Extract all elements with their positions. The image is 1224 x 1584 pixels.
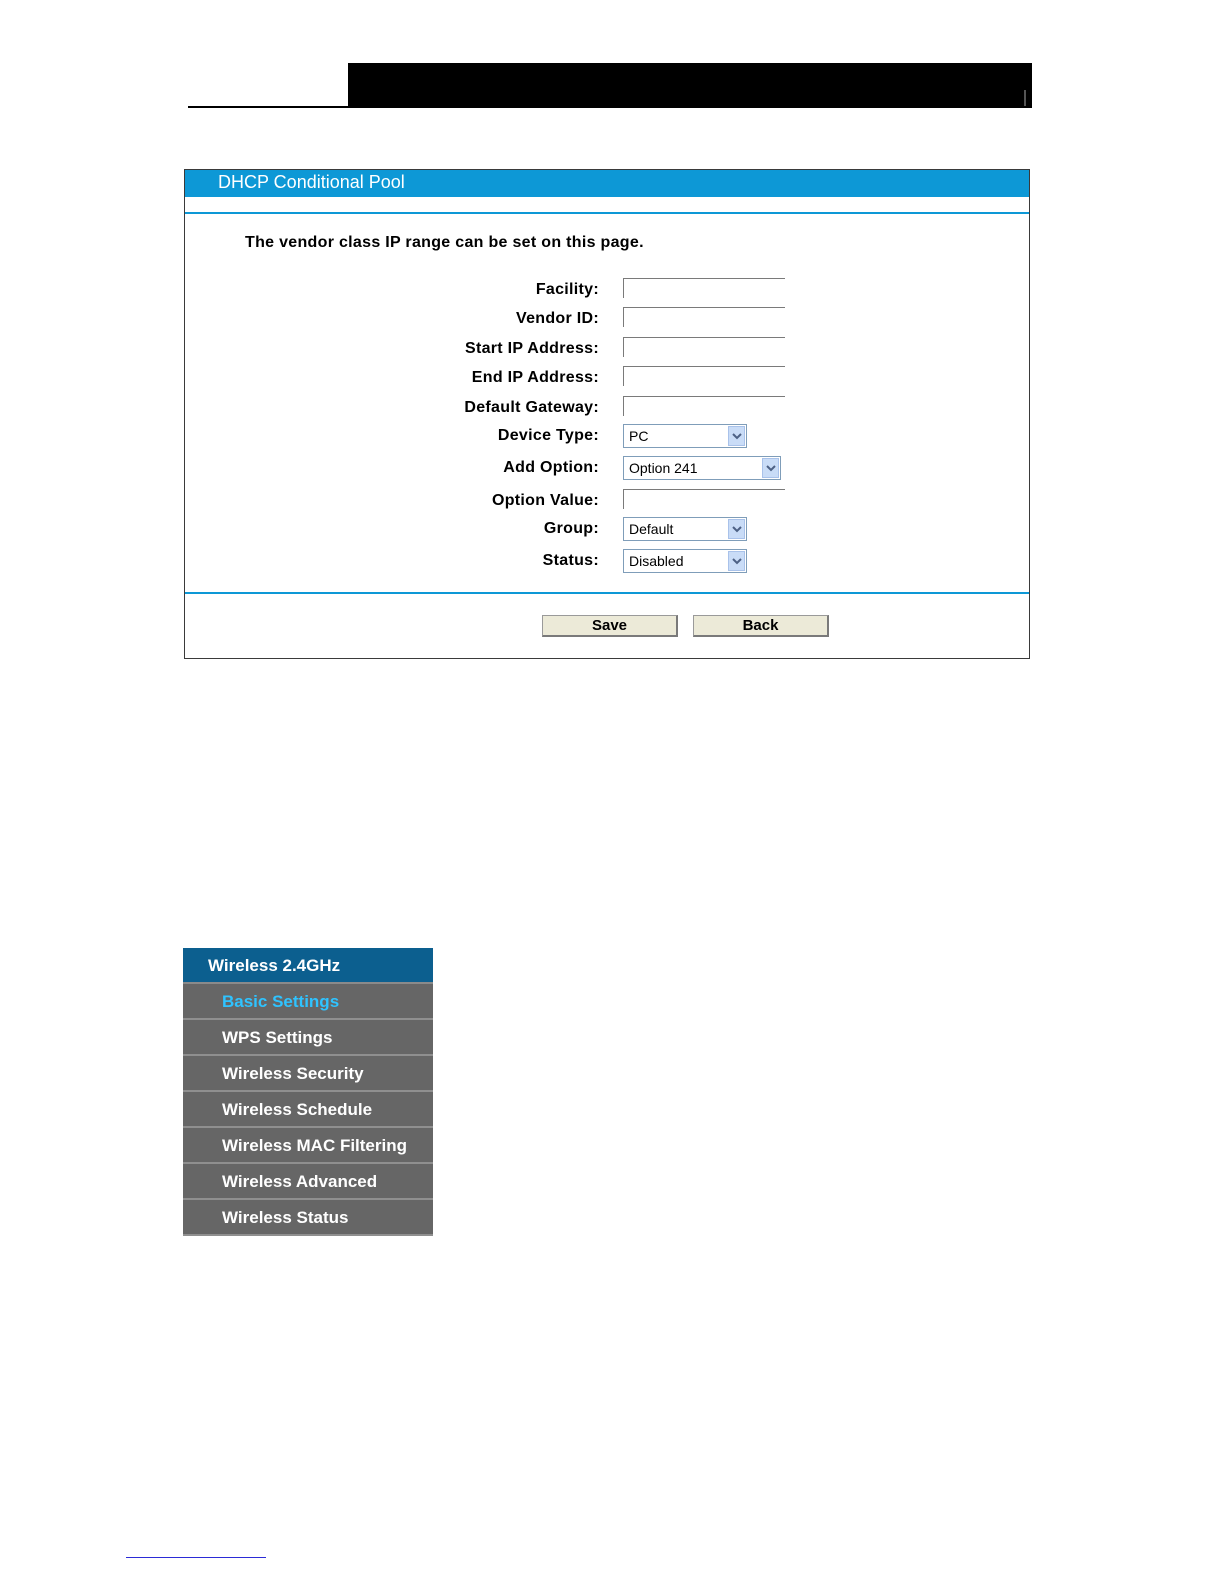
status-label: Status:	[542, 552, 599, 569]
device-type-label: Device Type:	[497, 427, 599, 444]
menu-item-wireless-status[interactable]: Wireless Status	[183, 1200, 433, 1236]
group-value: Default	[629, 521, 674, 537]
end-ip-row	[185, 366, 1029, 392]
start-ip-input[interactable]	[623, 337, 785, 357]
status-select[interactable]	[623, 549, 747, 573]
chevron-down-icon[interactable]	[728, 426, 745, 446]
vendor-id-label: Vendor ID:	[515, 310, 599, 327]
option-value-label: Option Value:	[491, 492, 599, 509]
start-ip-row	[185, 337, 1029, 363]
panel-top-divider	[185, 212, 1029, 214]
gateway-label: Default Gateway:	[464, 399, 599, 416]
add-option-row	[185, 456, 1029, 482]
menu-item-wireless-advanced[interactable]: Wireless Advanced	[183, 1164, 433, 1200]
add-option-value: Option 241	[629, 460, 698, 476]
back-button[interactable]: Back	[693, 615, 829, 637]
menu-item-wireless-schedule[interactable]: Wireless Schedule	[183, 1092, 433, 1128]
add-option-select[interactable]	[623, 456, 781, 480]
vendor-id-row	[185, 307, 1029, 333]
menu-header-wireless-24ghz[interactable]: Wireless 2.4GHz	[183, 948, 433, 984]
menu-item-wireless-security[interactable]: Wireless Security	[183, 1056, 433, 1092]
chevron-down-icon[interactable]	[728, 519, 745, 539]
facility-input[interactable]	[623, 278, 785, 298]
menu-item-wps-settings[interactable]: WPS Settings	[183, 1020, 433, 1056]
gateway-row	[185, 396, 1029, 422]
document-header-bar	[348, 63, 1032, 108]
end-ip-label: End IP Address:	[471, 369, 599, 386]
option-value-row	[185, 489, 1029, 515]
device-type-row	[185, 424, 1029, 450]
facility-row	[185, 278, 1029, 304]
end-ip-input[interactable]	[623, 366, 785, 386]
wireless-menu	[183, 948, 433, 1236]
start-ip-label: Start IP Address:	[464, 340, 599, 357]
dhcp-conditional-pool-panel	[184, 169, 1030, 659]
panel-title: DHCP Conditional Pool	[185, 170, 1029, 197]
group-row	[185, 517, 1029, 543]
add-option-label: Add Option:	[503, 459, 599, 476]
option-value-input[interactable]	[623, 489, 785, 509]
gateway-input[interactable]	[623, 396, 785, 416]
menu-item-basic-settings[interactable]: Basic Settings	[183, 984, 433, 1020]
device-type-value: PC	[629, 428, 649, 444]
group-label: Group:	[543, 520, 599, 537]
document-header-rule	[188, 106, 1030, 108]
status-row	[185, 549, 1029, 575]
intro-text: The vendor class IP range can be set on this page.	[245, 234, 644, 251]
menu-item-wireless-mac-filtering[interactable]: Wireless MAC Filtering	[183, 1128, 433, 1164]
footer-link-underline	[126, 1557, 266, 1558]
chevron-down-icon[interactable]	[728, 551, 745, 571]
document-header-mark	[1024, 90, 1026, 106]
panel-bottom-divider	[185, 592, 1029, 594]
vendor-id-input[interactable]	[623, 307, 785, 327]
group-select[interactable]	[623, 517, 747, 541]
chevron-down-icon[interactable]	[762, 458, 779, 478]
facility-label: Facility:	[535, 281, 599, 298]
status-value: Disabled	[629, 553, 684, 569]
device-type-select[interactable]	[623, 424, 747, 448]
save-button[interactable]: Save	[542, 615, 678, 637]
